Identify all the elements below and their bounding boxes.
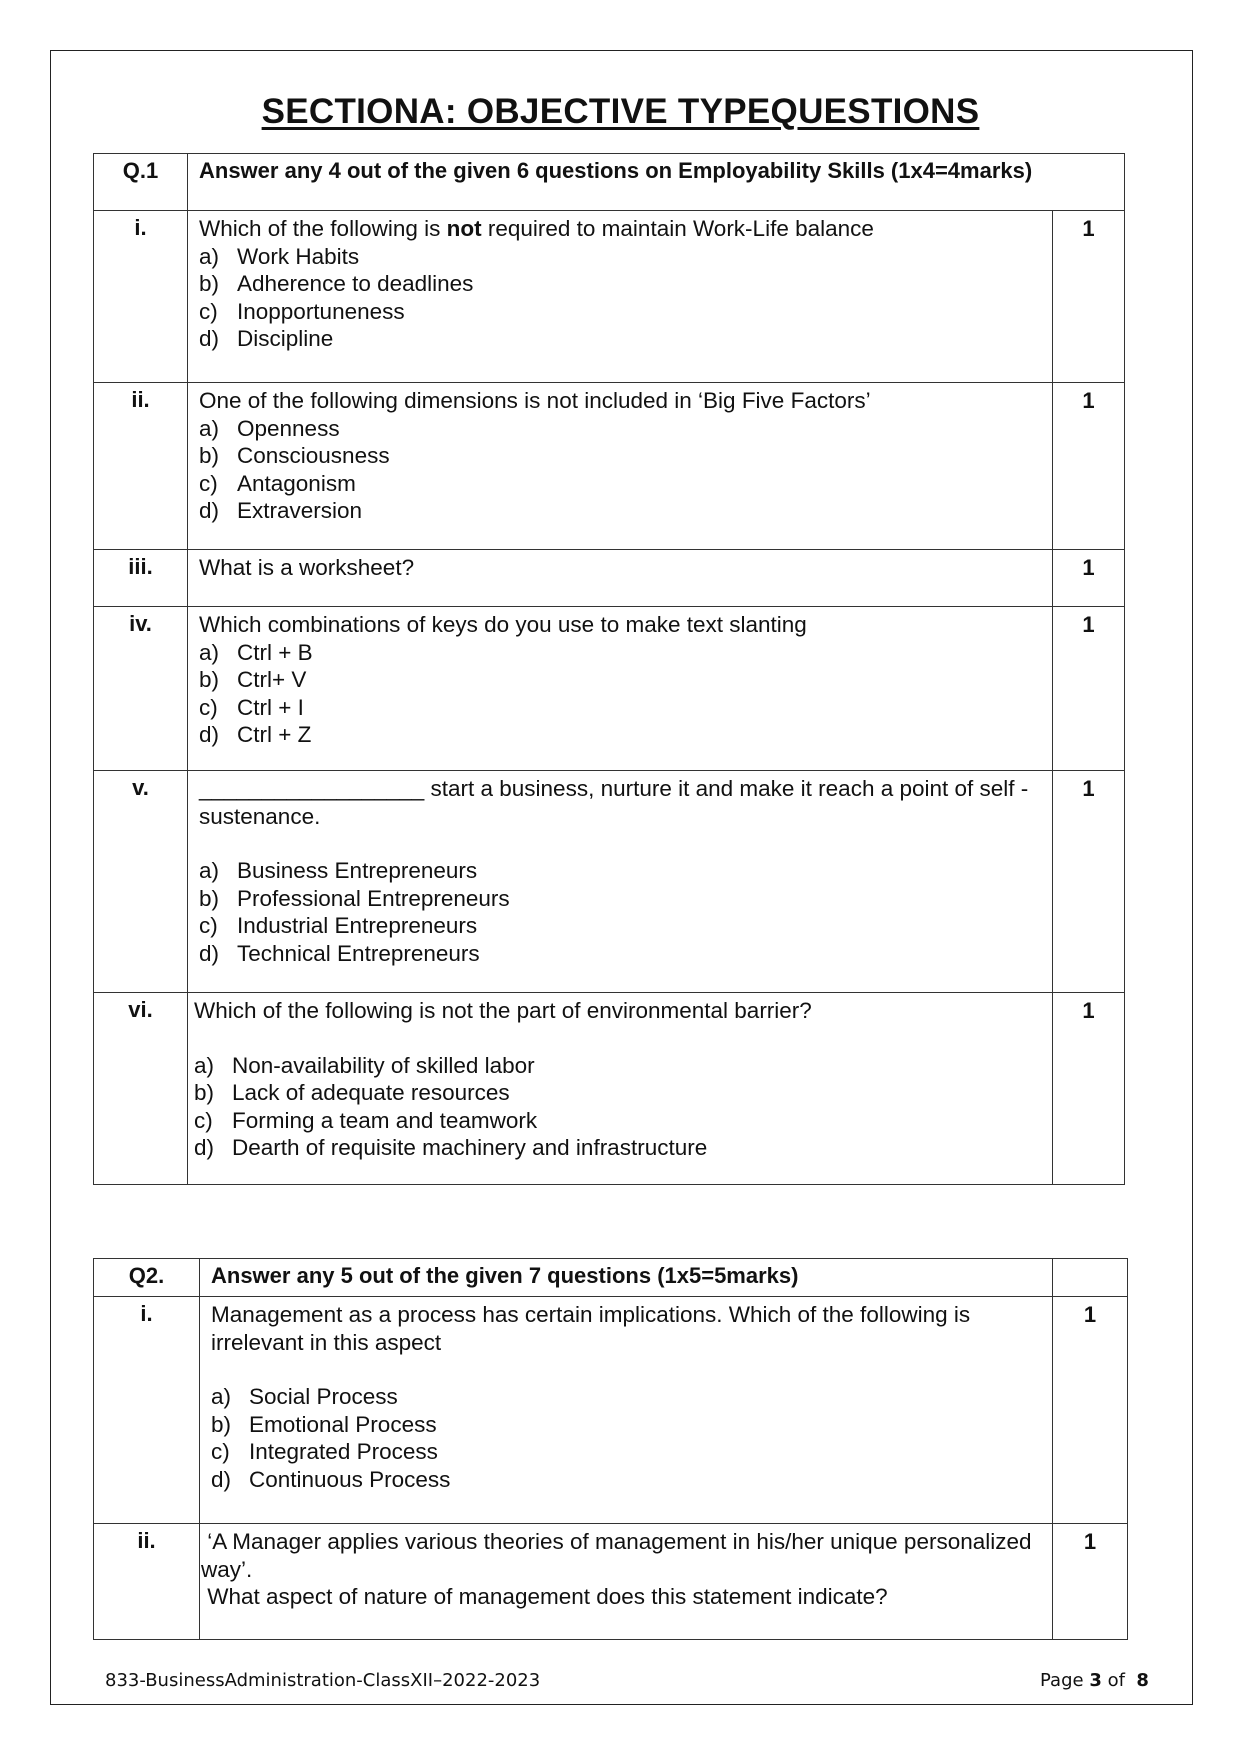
q2-marks-header [1053, 1259, 1128, 1297]
question-number: iv. [94, 607, 188, 771]
question-cell [188, 607, 1053, 771]
option-item [199, 666, 1044, 694]
option-item [199, 885, 1044, 913]
question-cell [188, 993, 1053, 1185]
question-number: i. [94, 1297, 200, 1524]
option-text: Dearth of requisite machinery and infrastructure [232, 1135, 708, 1160]
question-number: ii. [94, 1524, 200, 1640]
option-text: Emotional Process [249, 1411, 437, 1437]
option-text: Discipline [237, 326, 334, 351]
option-text: Openness [237, 415, 340, 441]
option-item [194, 1107, 1044, 1135]
question-text: Which of the following is not the part of environmental barrier? [194, 998, 812, 1023]
question-cell [188, 383, 1053, 550]
question-number: vi. [94, 993, 188, 1185]
marks-cell: 1 [1053, 211, 1125, 383]
q2-heading: Answer any 5 out of the given 7 questions (1x5=5marks) [200, 1259, 1053, 1297]
page-label: Page [1040, 1670, 1090, 1691]
option-text: Forming a team and teamwork [232, 1107, 538, 1133]
option-item [199, 243, 1044, 271]
option-letter: b) [199, 885, 220, 911]
option-item [199, 497, 1044, 525]
option-text: Inopportuneness [237, 298, 405, 324]
marks-cell: 1 [1053, 383, 1125, 550]
question-text: One of the following dimensions is not included in ‘Big Five Factors’ [199, 388, 871, 413]
option-list [199, 415, 1044, 525]
marks-cell: 1 [1053, 771, 1125, 993]
option-item [199, 694, 1044, 722]
option-letter: b) [199, 443, 220, 468]
option-item [194, 1052, 1044, 1080]
option-list [199, 857, 1044, 967]
table-row [94, 211, 1125, 383]
q1-header-row [94, 154, 1125, 211]
option-text: Antagonism [237, 470, 356, 496]
option-text: Ctrl + B [237, 639, 313, 665]
option-item [194, 1079, 1044, 1107]
option-item [199, 298, 1044, 326]
q1-heading: Answer any 4 out of the given 6 questions on Employability Skills (1x4=4marks) [188, 154, 1125, 211]
option-letter: c) [199, 694, 218, 720]
option-letter: a) [194, 1052, 215, 1078]
option-item [199, 940, 1044, 968]
footer-document-id: 833-BusinessAdministration-ClassXII–2022-2023 [105, 1670, 541, 1691]
option-letter: b) [194, 1080, 215, 1105]
question-text-part: required to maintain Work-Life balance [481, 216, 874, 241]
option-text: Extraversion [237, 498, 363, 523]
option-letter: c) [194, 1107, 213, 1133]
option-text: Non-availability of skilled labor [232, 1052, 535, 1078]
question-text-line2: What aspect of nature of management does this statement indicate? [201, 1584, 888, 1609]
page-of: of [1101, 1670, 1137, 1691]
option-letter: c) [199, 470, 218, 496]
spacer [211, 1356, 1044, 1383]
question-text: ‘A Manager applies various theories of management in his/her unique personalized way’. [201, 1529, 1038, 1582]
option-letter: d) [194, 1135, 215, 1160]
marks-cell: 1 [1053, 1524, 1128, 1640]
table-row [94, 607, 1125, 771]
option-text: Ctrl+ V [237, 667, 307, 692]
option-text: Industrial Entrepreneurs [237, 913, 478, 938]
option-item [199, 270, 1044, 298]
marks-cell: 1 [1053, 550, 1125, 607]
page-total: 8 [1136, 1670, 1149, 1691]
spacer [199, 830, 1044, 857]
option-list [199, 639, 1044, 749]
option-letter: b) [199, 667, 220, 692]
question-cell [200, 1524, 1053, 1640]
question-text: What is a worksheet? [199, 555, 415, 580]
table-row [94, 771, 1125, 993]
option-item [211, 1466, 1044, 1494]
question-cell [188, 550, 1053, 607]
question-number: iii. [94, 550, 188, 607]
option-text: Business Entrepreneurs [237, 858, 478, 883]
option-letter: b) [199, 271, 220, 296]
option-item [199, 442, 1044, 470]
option-item [199, 470, 1044, 498]
option-item [199, 857, 1044, 885]
question-number: v. [94, 771, 188, 993]
q2-table [93, 1258, 1128, 1640]
option-letter: c) [199, 298, 218, 324]
option-item [211, 1411, 1044, 1439]
option-letter: b) [211, 1411, 232, 1437]
option-text: Ctrl + I [237, 694, 304, 720]
option-item [199, 721, 1044, 749]
option-text: Social Process [249, 1384, 398, 1409]
option-text: Lack of adequate resources [232, 1080, 510, 1105]
section-title: SECTIONA: OBJECTIVE TYPEQUESTIONS [261, 92, 980, 131]
option-item [199, 639, 1044, 667]
table-row [94, 383, 1125, 550]
marks-cell: 1 [1053, 993, 1125, 1185]
option-letter: d) [199, 940, 220, 966]
page-current: 3 [1089, 1670, 1102, 1691]
option-item [199, 415, 1044, 443]
question-text-emphasis: not [446, 216, 482, 241]
spacer [194, 1025, 1044, 1052]
question-text [199, 215, 1044, 243]
option-text: Integrated Process [249, 1439, 438, 1464]
option-letter: c) [211, 1439, 230, 1464]
option-letter: a) [199, 243, 220, 269]
option-list [194, 1052, 1044, 1162]
option-item [199, 325, 1044, 353]
question-text-part: Which of the following is [199, 216, 447, 241]
option-letter: d) [199, 722, 220, 747]
option-text: Ctrl + Z [237, 722, 312, 747]
question-cell [200, 1297, 1053, 1524]
option-item [194, 1134, 1044, 1162]
option-letter: a) [199, 858, 220, 883]
option-item [199, 912, 1044, 940]
option-letter: d) [199, 498, 220, 523]
option-text: Adherence to deadlines [237, 271, 474, 296]
table-row [94, 1524, 1128, 1640]
option-text: Work Habits [237, 243, 360, 269]
option-letter: d) [211, 1466, 232, 1492]
option-list [211, 1383, 1044, 1493]
option-item [211, 1438, 1044, 1466]
q2-number: Q2. [94, 1259, 200, 1297]
table-row [94, 1297, 1128, 1524]
option-list [199, 243, 1044, 353]
option-text: Technical Entrepreneurs [237, 940, 480, 966]
footer-page-number [1040, 1670, 1149, 1691]
option-letter: a) [199, 639, 220, 665]
question-text: __________________ start a business, nurture it and make it reach a point of self -sustenance. [199, 776, 1029, 829]
question-number: ii. [94, 383, 188, 550]
question-cell [188, 771, 1053, 993]
option-item [211, 1383, 1044, 1411]
option-text: Continuous Process [249, 1466, 451, 1492]
option-letter: d) [199, 326, 220, 351]
question-number: i. [94, 211, 188, 383]
q2-header-row [94, 1259, 1128, 1297]
option-letter: a) [199, 415, 220, 441]
option-text: Professional Entrepreneurs [237, 885, 510, 911]
question-cell [188, 211, 1053, 383]
table-row [94, 993, 1125, 1185]
option-text: Consciousness [237, 443, 390, 468]
question-text: Which combinations of keys do you use to make text slanting [199, 612, 807, 637]
marks-cell: 1 [1053, 1297, 1128, 1524]
marks-cell: 1 [1053, 607, 1125, 771]
q1-number: Q.1 [94, 154, 188, 211]
question-text: Management as a process has certain implications. Which of the following is irrelevant in this aspect [211, 1302, 971, 1355]
table-row [94, 550, 1125, 607]
option-letter: a) [211, 1384, 232, 1409]
q1-table [93, 153, 1125, 1185]
option-letter: c) [199, 913, 218, 938]
